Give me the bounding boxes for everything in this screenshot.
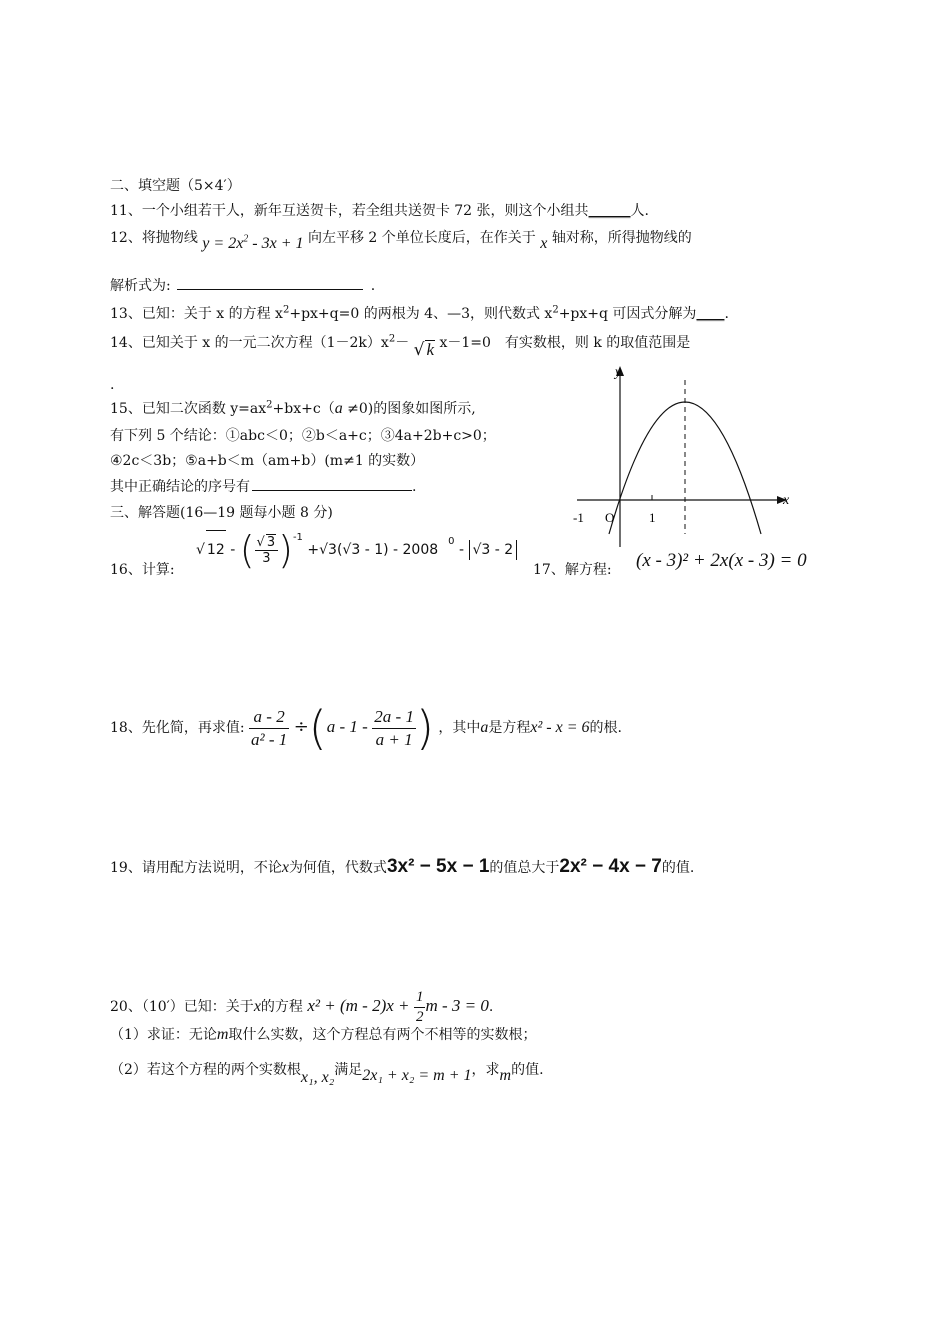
q12-text-a: 12、将抛物线 xyxy=(110,230,198,246)
q14-radical: √ k xyxy=(413,340,435,360)
section-title-solve: 三、解答题(16—19 题每小题 8 分) xyxy=(110,505,333,521)
graph-tick-label-neg1: -1 xyxy=(573,510,584,525)
question-18: 18、先化简，再求值: $\frac{a - 2}{\text{a² - 1}}$ ÷(a - 1 - $\frac{2a - 1}{a + 1}$ ) ，其中a是方程x² - x = 6的根. xyxy=(110,701,622,755)
graph-y-label: y xyxy=(615,365,622,380)
q20-fraction: $\frac{1}{2}$ xyxy=(415,988,424,1025)
q15-answer-blank[interactable] xyxy=(252,490,412,491)
q12-var-x: x xyxy=(540,235,548,252)
q12-text-b: 向左平移 2 个单位长度后，在作关于 xyxy=(307,230,536,246)
question-17-label: 17、解方程: xyxy=(533,562,612,578)
graph-tick-label-1: 1 xyxy=(649,510,656,525)
question-15-line3: ④2c＜3b；⑤a+b＜m（am+b）(m≠1 的实数） xyxy=(110,453,425,469)
graph-origin-label: O xyxy=(605,510,615,525)
q18-fraction-2: $\frac{2a - 1}{a + 1}$ xyxy=(374,706,414,749)
q11-end: 人. xyxy=(630,203,649,219)
q12-equation: $y = 2x^2 - 3x + 1$ xyxy=(202,233,304,252)
question-15-line1: 15、已知二次函数 $y=ax^2+bx+c(a \ne 0)$的图象如图所示, xyxy=(110,399,476,417)
section-title-fill-in: 二、填空题（5×4′） xyxy=(110,178,241,194)
parabola-graph xyxy=(565,362,800,552)
q16-expression: √ 12 - ( $\frac{√ 3}{3}$ )$^{-1}$ +√3(√3 - 1) - 2008$^0$ - √3 - 2 xyxy=(196,530,517,569)
question-11 xyxy=(110,202,649,220)
question-20: 20、（10′）已知：关于x的方程 x² + (m - 2)x + $\frac{1}{2}$ m - 3 = 0. xyxy=(110,988,494,1025)
q11-text: 11、一个小组若干人，新年互送贺卡，若全组共送贺卡 72 张，则这个小组共 xyxy=(110,203,589,219)
question-14-line2: . xyxy=(110,377,115,393)
question-19: 19、请用配方法说明，不论x为何值，代数式3x² − 5x − 1的值总大于2x² − 4x − 7的值. xyxy=(110,856,695,877)
q12-text-c: 轴对称，所得抛物线的 xyxy=(551,230,692,246)
q11-blank[interactable]: ______ xyxy=(588,203,631,219)
graph-x-label: x xyxy=(783,493,790,508)
question-20-part-1: （1）求证：无论m取什么实数，这个方程总有两个不相等的实数根； xyxy=(110,1026,537,1043)
q19-expression-1: 3x² − 5x − 1 xyxy=(386,856,490,877)
q13-blank[interactable]: ____ xyxy=(696,306,725,322)
q18-fraction-1: $\frac{a - 2}{\text{a² - 1}}$ xyxy=(250,706,288,749)
question-13: 13、已知：关于 x 的方程 $x^2+px+q=0$ 的两根为 4、—3，则代数式 $x^2+px+q$ 可因式分解为____. xyxy=(110,304,729,322)
graph-parabola-curve xyxy=(609,402,761,534)
question-12-line2: 解析式为: . xyxy=(110,278,376,294)
q17-equation: (x - 3)² + 2x(x - 3) = 0 xyxy=(636,550,807,571)
question-20-part-2: （2）若这个方程的两个实数根x₁, x₂满足2x₁ + x₂ = m + 1，求m的值. xyxy=(110,1062,544,1086)
question-12 xyxy=(110,229,692,252)
question-14: 14、已知关于 x 的一元二次方程$(1-2k)x^2-$ √ k x－1=0 有实数根，则 k 的取值范围是 xyxy=(110,333,691,360)
q12-answer-blank[interactable] xyxy=(177,289,363,290)
question-15-line4: 其中正确结论的序号有 . xyxy=(110,479,417,495)
question-15-line2: 有下列 5 个结论：①abc＜0；②b＜a+c；③4a+2b+c>0； xyxy=(110,428,496,444)
q19-expression-2: 2x² − 4x − 7 xyxy=(559,856,662,877)
question-16-label: 16、计算: xyxy=(110,562,175,578)
